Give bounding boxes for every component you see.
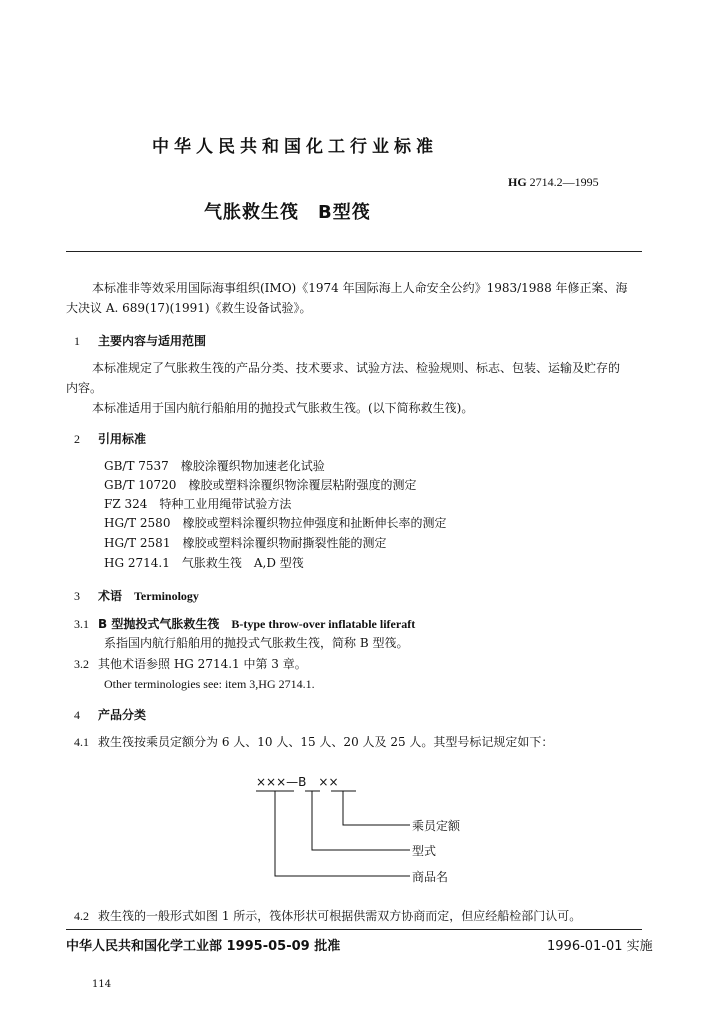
reference-item: HG/T 2581 橡胶或塑料涂覆织物耐撕裂性能的测定 (104, 536, 387, 550)
section-2-title: 引用标准 (98, 432, 147, 446)
section-4-title: 产品分类 (98, 708, 147, 722)
standard-code-number: 2714.2—1995 (529, 175, 599, 189)
diagram-label-capacity: 乘员定额 (412, 819, 461, 833)
diagram-leader-capacity (343, 791, 410, 825)
section-3-1-body: 系指国内航行船舶用的抛投式气胀救生筏，简称 B 型筏。 (104, 636, 409, 650)
section-1-title: 主要内容与适用范围 (98, 334, 207, 348)
section-1-para2: 本标准适用于国内航行船舶用的抛投式气胀救生筏。(以下简称救生筏)。 (92, 401, 474, 415)
diagram-label-product: 商品名 (412, 870, 449, 884)
section-3-2-body-en: Other terminologies see: item 3,HG 2714.1. (104, 677, 315, 691)
section-3-2-body: 其他术语参照 HG 2714.1 中第 3 章。 (98, 657, 307, 671)
section-4-2 (74, 908, 581, 925)
section-2-number: 2 (74, 432, 80, 446)
section-3-2-number: 3.2 (74, 657, 89, 671)
section-4-2-body: 救生筏的一般形式如图 1 所示，筏体形状可根据供需双方协商而定，但应经船检部门认可。 (98, 909, 582, 923)
section-3-title: 术语 (98, 589, 123, 603)
diagram-leader-type (312, 791, 410, 850)
diagram-label-type: 型式 (412, 844, 437, 858)
reference-item: GB/T 7537 橡胶涂覆织物加速老化试验 (104, 459, 325, 473)
section-3-title-en: Terminology (134, 589, 199, 603)
section-1-para1-line1: 本标准规定了气胀救生筏的产品分类、技术要求、试验方法、检验规则、标志、包装、运输及贮存的 (92, 361, 621, 375)
section-3-number: 3 (74, 589, 80, 603)
standard-code-prefix: HG (508, 175, 527, 189)
section-4-number: 4 (74, 708, 80, 722)
section-4-2-number: 4.2 (74, 909, 89, 923)
section-1-para1-line2: 内容。 (66, 381, 103, 395)
reference-item: HG/T 2580 橡胶或塑料涂覆织物拉伸强度和扯断伸长率的测定 (104, 516, 447, 530)
section-3-1-title: B 型抛投式气胀救生筏 (98, 617, 220, 631)
approval-info: 中华人民共和国化学工业部 1995-05-09 批准 (66, 939, 341, 954)
section-1-number: 1 (74, 334, 80, 348)
reference-item: FZ 324 特种工业用绳带试验方法 (104, 497, 292, 511)
section-3-1-title-en: B-type throw-over inflatable liferaft (231, 617, 416, 631)
document-title: 气胀救生筏 B型筏 (204, 202, 371, 223)
diagram-model-code: ×××—B ×× (256, 775, 339, 789)
page-number: 114 (92, 979, 112, 990)
reference-item: GB/T 10720 橡胶或塑料涂覆织物涂覆层粘附强度的测定 (104, 478, 417, 492)
section-4-1-body: 救生筏按乘员定额分为 6 人、10 人、15 人、20 人及 25 人。其型号标记规定如下： (98, 735, 554, 749)
implementation-date: 1996-01-01 实施 (547, 939, 653, 954)
footer-divider (66, 929, 642, 930)
section-3-1-number: 3.1 (74, 617, 89, 631)
intro-line-2: 大决议 A. 689(17)(1991)《救生设备试验》。 (66, 301, 312, 315)
reference-item: HG 2714.1 气胀救生筏 A,D 型筏 (104, 556, 304, 570)
standard-organization: 中华人民共和国化工行业标准 (152, 137, 438, 157)
section-4-1-number: 4.1 (74, 735, 89, 749)
intro-line-1: 本标准非等效采用国际海事组织(IMO)《1974 年国际海上人命安全公约》1983/1988 年修正案、海 (92, 281, 628, 295)
